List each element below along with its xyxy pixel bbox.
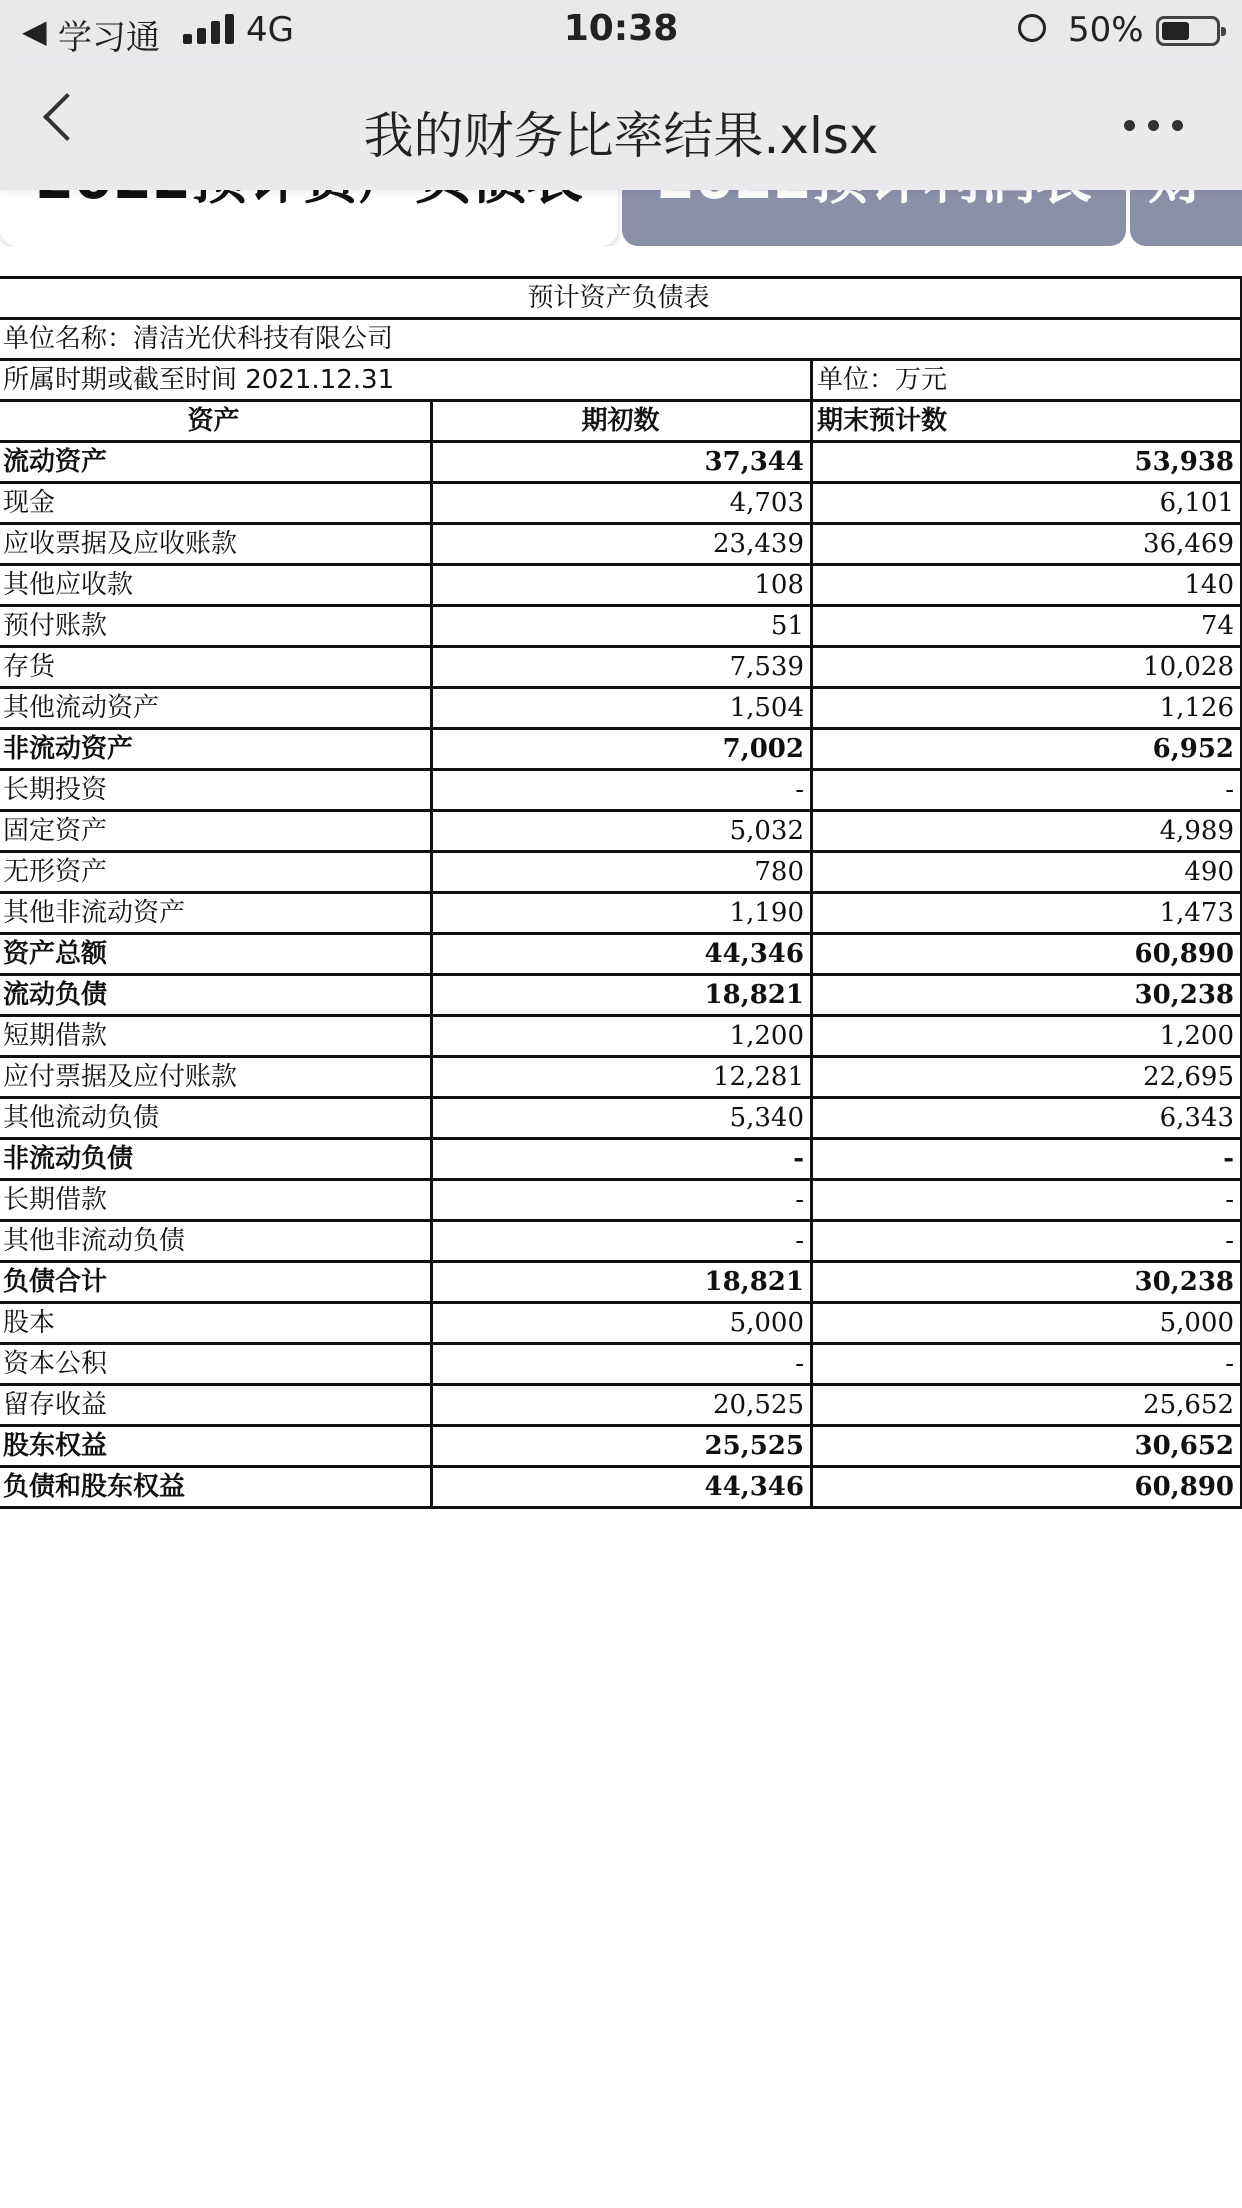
document-title: 我的财务比率结果.xlsx <box>363 107 879 165</box>
back-chevron-icon[interactable] <box>43 93 91 141</box>
network-type: 4G <box>246 10 294 50</box>
table-row <box>0 647 1242 688</box>
beginning-value-cell[interactable]: 44,346 <box>432 934 812 975</box>
beginning-value-cell[interactable]: 5,340 <box>432 1098 812 1139</box>
clock: 10:38 <box>563 8 679 49</box>
row-label-cell[interactable]: 现金 <box>0 483 432 524</box>
row-label-cell[interactable]: 存货 <box>0 647 432 688</box>
table-row <box>0 729 1242 770</box>
header-ending-forecast[interactable]: 期末预计数 <box>812 401 1242 442</box>
ending-value-cell[interactable]: 6,101 <box>812 483 1242 524</box>
table-row <box>0 1180 1242 1221</box>
row-label-cell[interactable]: 负债和股东权益 <box>0 1467 432 1508</box>
table-row <box>0 893 1242 934</box>
row-label-cell[interactable]: 其他流动负债 <box>0 1098 432 1139</box>
row-label-cell[interactable]: 非流动负债 <box>0 1139 432 1180</box>
ending-value-cell[interactable]: 10,028 <box>812 647 1242 688</box>
beginning-value-cell[interactable]: 1,190 <box>432 893 812 934</box>
row-label-cell[interactable]: 长期投资 <box>0 770 432 811</box>
ending-value-cell[interactable]: 30,238 <box>812 975 1242 1016</box>
table-row <box>0 442 1242 483</box>
beginning-value-cell[interactable]: 18,821 <box>432 975 812 1016</box>
ending-value-cell[interactable]: 1,200 <box>812 1016 1242 1057</box>
ending-value-cell[interactable]: 53,938 <box>812 442 1242 483</box>
beginning-value-cell[interactable]: 5,032 <box>432 811 812 852</box>
beginning-value-cell[interactable]: 51 <box>432 606 812 647</box>
beginning-value-cell[interactable]: 108 <box>432 565 812 606</box>
row-label-cell[interactable]: 其他流动资产 <box>0 688 432 729</box>
row-label-cell[interactable]: 其他非流动负债 <box>0 1221 432 1262</box>
beginning-value-cell[interactable]: - <box>432 1180 812 1221</box>
table-row <box>0 1221 1242 1262</box>
row-label-cell[interactable]: 留存收益 <box>0 1385 432 1426</box>
ending-value-cell[interactable]: - <box>812 770 1242 811</box>
row-label-cell[interactable]: 无形资产 <box>0 852 432 893</box>
beginning-value-cell[interactable]: 18,821 <box>432 1262 812 1303</box>
ending-value-cell[interactable]: 36,469 <box>812 524 1242 565</box>
table-row <box>0 975 1242 1016</box>
nav-bar <box>0 62 1242 190</box>
table-row <box>0 565 1242 606</box>
row-label-cell[interactable]: 资本公积 <box>0 1344 432 1385</box>
beginning-value-cell[interactable]: 25,525 <box>432 1426 812 1467</box>
table-row <box>0 688 1242 729</box>
row-label-cell[interactable]: 非流动资产 <box>0 729 432 770</box>
unit-label[interactable]: 单位：万元 <box>812 360 1242 401</box>
ending-value-cell[interactable]: 30,238 <box>812 1262 1242 1303</box>
ending-value-cell[interactable]: 1,126 <box>812 688 1242 729</box>
table-row <box>0 811 1242 852</box>
row-label-cell[interactable]: 长期借款 <box>0 1180 432 1221</box>
table-row <box>0 852 1242 893</box>
row-label-cell[interactable]: 短期借款 <box>0 1016 432 1057</box>
beginning-value-cell[interactable]: - <box>432 1344 812 1385</box>
beginning-value-cell[interactable]: 37,344 <box>432 442 812 483</box>
status-bar <box>0 0 1242 62</box>
ending-value-cell[interactable]: 25,652 <box>812 1385 1242 1426</box>
beginning-value-cell[interactable]: 23,439 <box>432 524 812 565</box>
table-row <box>0 770 1242 811</box>
row-label-cell[interactable]: 应付票据及应付账款 <box>0 1057 432 1098</box>
sheet-title[interactable]: 预计资产负债表 <box>0 278 1242 319</box>
row-label-cell[interactable]: 流动负债 <box>0 975 432 1016</box>
table-row <box>0 1262 1242 1303</box>
balance-sheet-table <box>0 276 1242 1509</box>
row-label-cell[interactable]: 流动资产 <box>0 442 432 483</box>
table-row <box>0 1385 1242 1426</box>
ending-value-cell[interactable]: - <box>812 1180 1242 1221</box>
beginning-value-cell[interactable]: 1,504 <box>432 688 812 729</box>
row-label-cell[interactable]: 应收票据及应收账款 <box>0 524 432 565</box>
row-label-cell[interactable]: 其他应收款 <box>0 565 432 606</box>
battery-icon <box>1156 16 1220 46</box>
company-name[interactable]: 单位名称：清洁光伏科技有限公司 <box>0 319 1242 360</box>
ending-value-cell[interactable]: 1,473 <box>812 893 1242 934</box>
beginning-value-cell[interactable]: 5,000 <box>432 1303 812 1344</box>
table-row <box>0 1303 1242 1344</box>
rotation-lock-icon <box>1018 14 1046 42</box>
beginning-value-cell[interactable]: 1,200 <box>432 1016 812 1057</box>
table-row <box>0 1467 1242 1508</box>
header-beginning[interactable]: 期初数 <box>432 401 812 442</box>
table-row <box>0 934 1242 975</box>
beginning-value-cell[interactable]: - <box>432 1139 812 1180</box>
beginning-value-cell[interactable]: 7,002 <box>432 729 812 770</box>
row-label-cell[interactable]: 资产总额 <box>0 934 432 975</box>
ending-value-cell[interactable]: - <box>812 1221 1242 1262</box>
back-app-label[interactable]: 学习通 <box>58 18 160 58</box>
ending-value-cell[interactable]: 5,000 <box>812 1303 1242 1344</box>
table-row <box>0 524 1242 565</box>
table-row <box>0 1426 1242 1467</box>
battery-percent: 50% <box>1068 10 1144 50</box>
table-row <box>0 1057 1242 1098</box>
ending-value-cell[interactable]: 6,343 <box>812 1098 1242 1139</box>
beginning-value-cell[interactable]: - <box>432 770 812 811</box>
ending-value-cell[interactable]: - <box>812 1139 1242 1180</box>
table-row <box>0 483 1242 524</box>
row-label-cell[interactable]: 负债合计 <box>0 1262 432 1303</box>
reporting-period[interactable]: 所属时期或截至时间 2021.12.31 <box>0 360 812 401</box>
ending-value-cell[interactable]: - <box>812 1344 1242 1385</box>
ending-value-cell[interactable]: 60,890 <box>812 934 1242 975</box>
beginning-value-cell[interactable]: - <box>432 1221 812 1262</box>
ending-value-cell[interactable]: 74 <box>812 606 1242 647</box>
row-label-cell[interactable]: 其他非流动资产 <box>0 893 432 934</box>
ending-value-cell[interactable]: 490 <box>812 852 1242 893</box>
row-label-cell[interactable]: 股本 <box>0 1303 432 1344</box>
beginning-value-cell[interactable]: 4,703 <box>432 483 812 524</box>
beginning-value-cell[interactable]: 12,281 <box>432 1057 812 1098</box>
row-label-cell[interactable]: 固定资产 <box>0 811 432 852</box>
more-options-icon[interactable] <box>1124 120 1184 132</box>
ending-value-cell[interactable]: 4,989 <box>812 811 1242 852</box>
beginning-value-cell[interactable]: 7,539 <box>432 647 812 688</box>
table-row <box>0 1344 1242 1385</box>
row-label-cell[interactable]: 股东权益 <box>0 1426 432 1467</box>
ending-value-cell[interactable]: 140 <box>812 565 1242 606</box>
ending-value-cell[interactable]: 30,652 <box>812 1426 1242 1467</box>
header-assets[interactable]: 资产 <box>0 401 432 442</box>
table-row <box>0 1016 1242 1057</box>
table-row <box>0 1139 1242 1180</box>
beginning-value-cell[interactable]: 20,525 <box>432 1385 812 1426</box>
back-to-app-icon[interactable]: ◀ <box>22 12 47 50</box>
ending-value-cell[interactable]: 60,890 <box>812 1467 1242 1508</box>
beginning-value-cell[interactable]: 44,346 <box>432 1467 812 1508</box>
table-row <box>0 1098 1242 1139</box>
table-row <box>0 606 1242 647</box>
ending-value-cell[interactable]: 22,695 <box>812 1057 1242 1098</box>
row-label-cell[interactable]: 预付账款 <box>0 606 432 647</box>
beginning-value-cell[interactable]: 780 <box>432 852 812 893</box>
ending-value-cell[interactable]: 6,952 <box>812 729 1242 770</box>
